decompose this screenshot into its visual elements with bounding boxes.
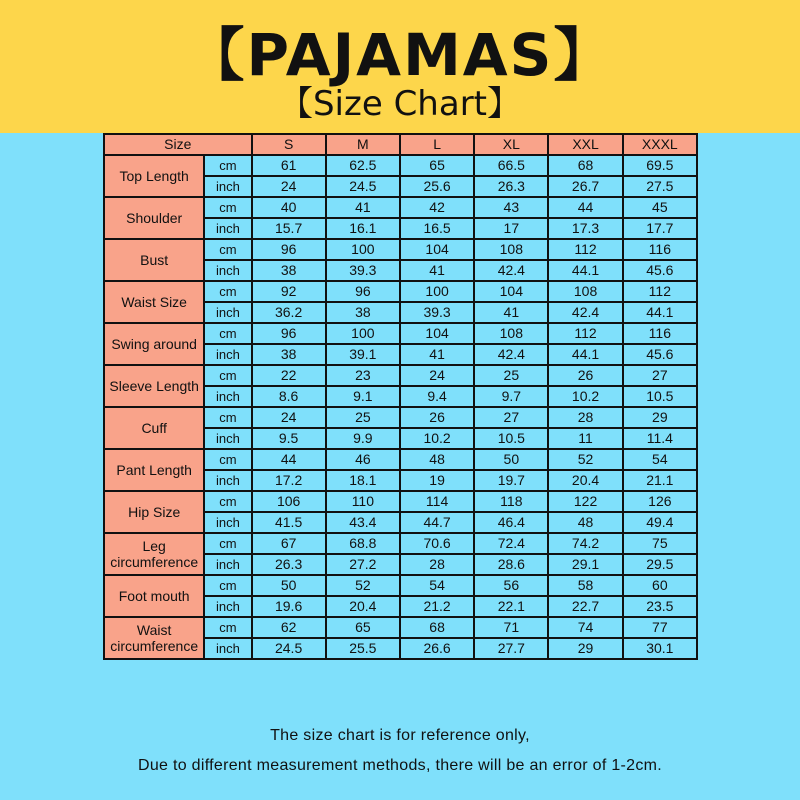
table-cell: 9.5 <box>252 428 326 449</box>
title-banner <box>0 0 800 133</box>
size-header-l: L <box>400 134 474 155</box>
table-cell: 58 <box>548 575 622 596</box>
table-cell: 38 <box>252 344 326 365</box>
measurement-label: Pant Length <box>104 449 204 491</box>
table-cell: 39.1 <box>326 344 400 365</box>
table-cell: 23 <box>326 365 400 386</box>
unit-label: cm <box>204 491 251 512</box>
table-cell: 24 <box>400 365 474 386</box>
table-cell: 116 <box>623 323 697 344</box>
table-cell: 50 <box>474 449 548 470</box>
table-cell: 106 <box>252 491 326 512</box>
table-cell: 69.5 <box>623 155 697 176</box>
table-cell: 44 <box>252 449 326 470</box>
table-cell: 49.4 <box>623 512 697 533</box>
table-cell: 54 <box>623 449 697 470</box>
unit-label: cm <box>204 197 251 218</box>
table-cell: 27 <box>623 365 697 386</box>
table-cell: 24.5 <box>326 176 400 197</box>
table-cell: 16.1 <box>326 218 400 239</box>
table-cell: 56 <box>474 575 548 596</box>
table-cell: 11.4 <box>623 428 697 449</box>
table-cell: 62.5 <box>326 155 400 176</box>
table-cell: 26 <box>548 365 622 386</box>
table-cell: 39.3 <box>400 302 474 323</box>
measurement-label: Bust <box>104 239 204 281</box>
table-cell: 46 <box>326 449 400 470</box>
table-cell: 30.1 <box>623 638 697 659</box>
table-cell: 96 <box>326 281 400 302</box>
table-cell: 17.2 <box>252 470 326 491</box>
table-row <box>104 575 697 596</box>
table-cell: 67 <box>252 533 326 554</box>
table-cell: 29.5 <box>623 554 697 575</box>
unit-label: inch <box>204 596 251 617</box>
table-row <box>104 155 697 176</box>
table-cell: 48 <box>400 449 474 470</box>
measurement-label: Foot mouth <box>104 575 204 617</box>
table-cell: 65 <box>400 155 474 176</box>
table-cell: 25.6 <box>400 176 474 197</box>
table-cell: 114 <box>400 491 474 512</box>
table-cell: 92 <box>252 281 326 302</box>
table-cell: 22.7 <box>548 596 622 617</box>
table-cell: 39.3 <box>326 260 400 281</box>
table-cell: 20.4 <box>548 470 622 491</box>
unit-label: inch <box>204 176 251 197</box>
unit-label: inch <box>204 386 251 407</box>
table-cell: 41 <box>474 302 548 323</box>
measurement-label: Top Length <box>104 155 204 197</box>
table-cell: 22.1 <box>474 596 548 617</box>
measurement-label: Sleeve Length <box>104 365 204 407</box>
measurement-label: Swing around <box>104 323 204 365</box>
table-cell: 29 <box>623 407 697 428</box>
unit-label: cm <box>204 281 251 302</box>
size-header-xxl: XXL <box>548 134 622 155</box>
table-cell: 44.1 <box>548 260 622 281</box>
table-cell: 26 <box>400 407 474 428</box>
table-cell: 72.4 <box>474 533 548 554</box>
unit-label: cm <box>204 239 251 260</box>
table-cell: 17.7 <box>623 218 697 239</box>
page-title: 【PAJAMAS】 <box>186 21 614 89</box>
footer-note-line1: The size chart is for reference only, <box>270 727 530 744</box>
table-row <box>104 197 697 218</box>
table-cell: 74.2 <box>548 533 622 554</box>
table-cell: 44 <box>548 197 622 218</box>
table-cell: 126 <box>623 491 697 512</box>
table-cell: 45 <box>623 197 697 218</box>
table-cell: 38 <box>326 302 400 323</box>
table-row <box>104 365 697 386</box>
table-cell: 44.1 <box>548 344 622 365</box>
table-cell: 100 <box>326 239 400 260</box>
table-cell: 46.4 <box>474 512 548 533</box>
size-chart-body <box>104 155 697 659</box>
table-cell: 45.6 <box>623 260 697 281</box>
table-cell: 9.4 <box>400 386 474 407</box>
table-cell: 19.7 <box>474 470 548 491</box>
table-cell: 10.5 <box>623 386 697 407</box>
table-cell: 8.6 <box>252 386 326 407</box>
unit-label: cm <box>204 533 251 554</box>
table-cell: 22 <box>252 365 326 386</box>
unit-label: cm <box>204 407 251 428</box>
table-cell: 26.3 <box>252 554 326 575</box>
table-cell: 42 <box>400 197 474 218</box>
table-cell: 23.5 <box>623 596 697 617</box>
size-chart-table <box>103 133 698 660</box>
table-cell: 9.9 <box>326 428 400 449</box>
table-cell: 25.5 <box>326 638 400 659</box>
unit-label: inch <box>204 512 251 533</box>
table-cell: 112 <box>548 323 622 344</box>
table-cell: 26.7 <box>548 176 622 197</box>
unit-label: cm <box>204 449 251 470</box>
table-cell: 19 <box>400 470 474 491</box>
table-cell: 108 <box>474 239 548 260</box>
table-cell: 50 <box>252 575 326 596</box>
table-cell: 24.5 <box>252 638 326 659</box>
table-cell: 42.4 <box>474 344 548 365</box>
table-cell: 10.5 <box>474 428 548 449</box>
table-cell: 70.6 <box>400 533 474 554</box>
table-cell: 54 <box>400 575 474 596</box>
table-cell: 26.6 <box>400 638 474 659</box>
table-cell: 60 <box>623 575 697 596</box>
unit-label: inch <box>204 554 251 575</box>
table-cell: 27 <box>474 407 548 428</box>
table-cell: 36.2 <box>252 302 326 323</box>
table-cell: 45.6 <box>623 344 697 365</box>
table-cell: 118 <box>474 491 548 512</box>
size-header-m: M <box>326 134 400 155</box>
table-row <box>104 533 697 554</box>
table-cell: 25 <box>326 407 400 428</box>
table-cell: 48 <box>548 512 622 533</box>
footer-note-line2: Due to different measurement methods, there will be an error of 1-2cm. <box>137 757 663 774</box>
table-row <box>104 239 697 260</box>
table-row <box>104 449 697 470</box>
unit-label: cm <box>204 155 251 176</box>
size-header-xxxl: XXXL <box>623 134 697 155</box>
table-cell: 11 <box>548 428 622 449</box>
table-cell: 122 <box>548 491 622 512</box>
table-cell: 100 <box>400 281 474 302</box>
table-row <box>104 617 697 638</box>
table-cell: 44.7 <box>400 512 474 533</box>
table-cell: 96 <box>252 239 326 260</box>
unit-label: inch <box>204 344 251 365</box>
table-cell: 26.3 <box>474 176 548 197</box>
measurement-label: Shoulder <box>104 197 204 239</box>
table-cell: 24 <box>252 407 326 428</box>
table-cell: 21.2 <box>400 596 474 617</box>
size-chart-table-container <box>103 133 698 660</box>
table-cell: 74 <box>548 617 622 638</box>
table-cell: 44.1 <box>623 302 697 323</box>
unit-label: cm <box>204 323 251 344</box>
table-cell: 61 <box>252 155 326 176</box>
table-cell: 43 <box>474 197 548 218</box>
table-cell: 112 <box>623 281 697 302</box>
table-row <box>104 491 697 512</box>
table-cell: 24 <box>252 176 326 197</box>
table-cell: 42.4 <box>548 302 622 323</box>
table-cell: 41 <box>326 197 400 218</box>
table-cell: 68.8 <box>326 533 400 554</box>
table-row <box>104 407 697 428</box>
table-cell: 108 <box>474 323 548 344</box>
table-cell: 104 <box>400 323 474 344</box>
table-cell: 27.2 <box>326 554 400 575</box>
table-cell: 75 <box>623 533 697 554</box>
table-cell: 28 <box>548 407 622 428</box>
measurement-label: Leg circumference <box>104 533 204 575</box>
table-cell: 77 <box>623 617 697 638</box>
unit-label: inch <box>204 218 251 239</box>
measurement-label: Cuff <box>104 407 204 449</box>
table-cell: 100 <box>326 323 400 344</box>
table-cell: 52 <box>548 449 622 470</box>
table-cell: 9.7 <box>474 386 548 407</box>
table-cell: 112 <box>548 239 622 260</box>
table-row <box>104 323 697 344</box>
table-cell: 65 <box>326 617 400 638</box>
table-row <box>104 281 697 302</box>
unit-label: cm <box>204 617 251 638</box>
table-cell: 110 <box>326 491 400 512</box>
table-cell: 17.3 <box>548 218 622 239</box>
measurement-label: Waist Size <box>104 281 204 323</box>
unit-label: inch <box>204 302 251 323</box>
size-header-row <box>104 134 697 155</box>
table-cell: 25 <box>474 365 548 386</box>
table-cell: 20.4 <box>326 596 400 617</box>
size-header-s: S <box>252 134 326 155</box>
table-cell: 66.5 <box>474 155 548 176</box>
table-cell: 15.7 <box>252 218 326 239</box>
table-cell: 19.6 <box>252 596 326 617</box>
table-cell: 18.1 <box>326 470 400 491</box>
table-cell: 9.1 <box>326 386 400 407</box>
table-cell: 29.1 <box>548 554 622 575</box>
table-cell: 29 <box>548 638 622 659</box>
table-cell: 71 <box>474 617 548 638</box>
table-cell: 104 <box>400 239 474 260</box>
table-cell: 28 <box>400 554 474 575</box>
table-cell: 38 <box>252 260 326 281</box>
table-cell: 16.5 <box>400 218 474 239</box>
table-cell: 21.1 <box>623 470 697 491</box>
unit-label: inch <box>204 428 251 449</box>
unit-label: cm <box>204 575 251 596</box>
table-cell: 10.2 <box>548 386 622 407</box>
table-cell: 17 <box>474 218 548 239</box>
table-cell: 40 <box>252 197 326 218</box>
table-cell: 10.2 <box>400 428 474 449</box>
table-cell: 41 <box>400 344 474 365</box>
size-header-xl: XL <box>474 134 548 155</box>
table-cell: 41.5 <box>252 512 326 533</box>
table-cell: 68 <box>400 617 474 638</box>
table-cell: 116 <box>623 239 697 260</box>
unit-label: inch <box>204 260 251 281</box>
page-subtitle: 【Size Chart】 <box>278 84 522 124</box>
table-cell: 68 <box>548 155 622 176</box>
unit-label: cm <box>204 365 251 386</box>
table-cell: 104 <box>474 281 548 302</box>
table-cell: 108 <box>548 281 622 302</box>
unit-label: inch <box>204 638 251 659</box>
measurement-label: Waist circumference <box>104 617 204 659</box>
table-cell: 28.6 <box>474 554 548 575</box>
unit-label: inch <box>204 470 251 491</box>
table-cell: 41 <box>400 260 474 281</box>
table-cell: 62 <box>252 617 326 638</box>
table-cell: 42.4 <box>474 260 548 281</box>
size-header-label: Size <box>104 134 252 155</box>
table-cell: 52 <box>326 575 400 596</box>
table-cell: 27.5 <box>623 176 697 197</box>
table-cell: 27.7 <box>474 638 548 659</box>
table-cell: 43.4 <box>326 512 400 533</box>
table-cell: 96 <box>252 323 326 344</box>
measurement-label: Hip Size <box>104 491 204 533</box>
